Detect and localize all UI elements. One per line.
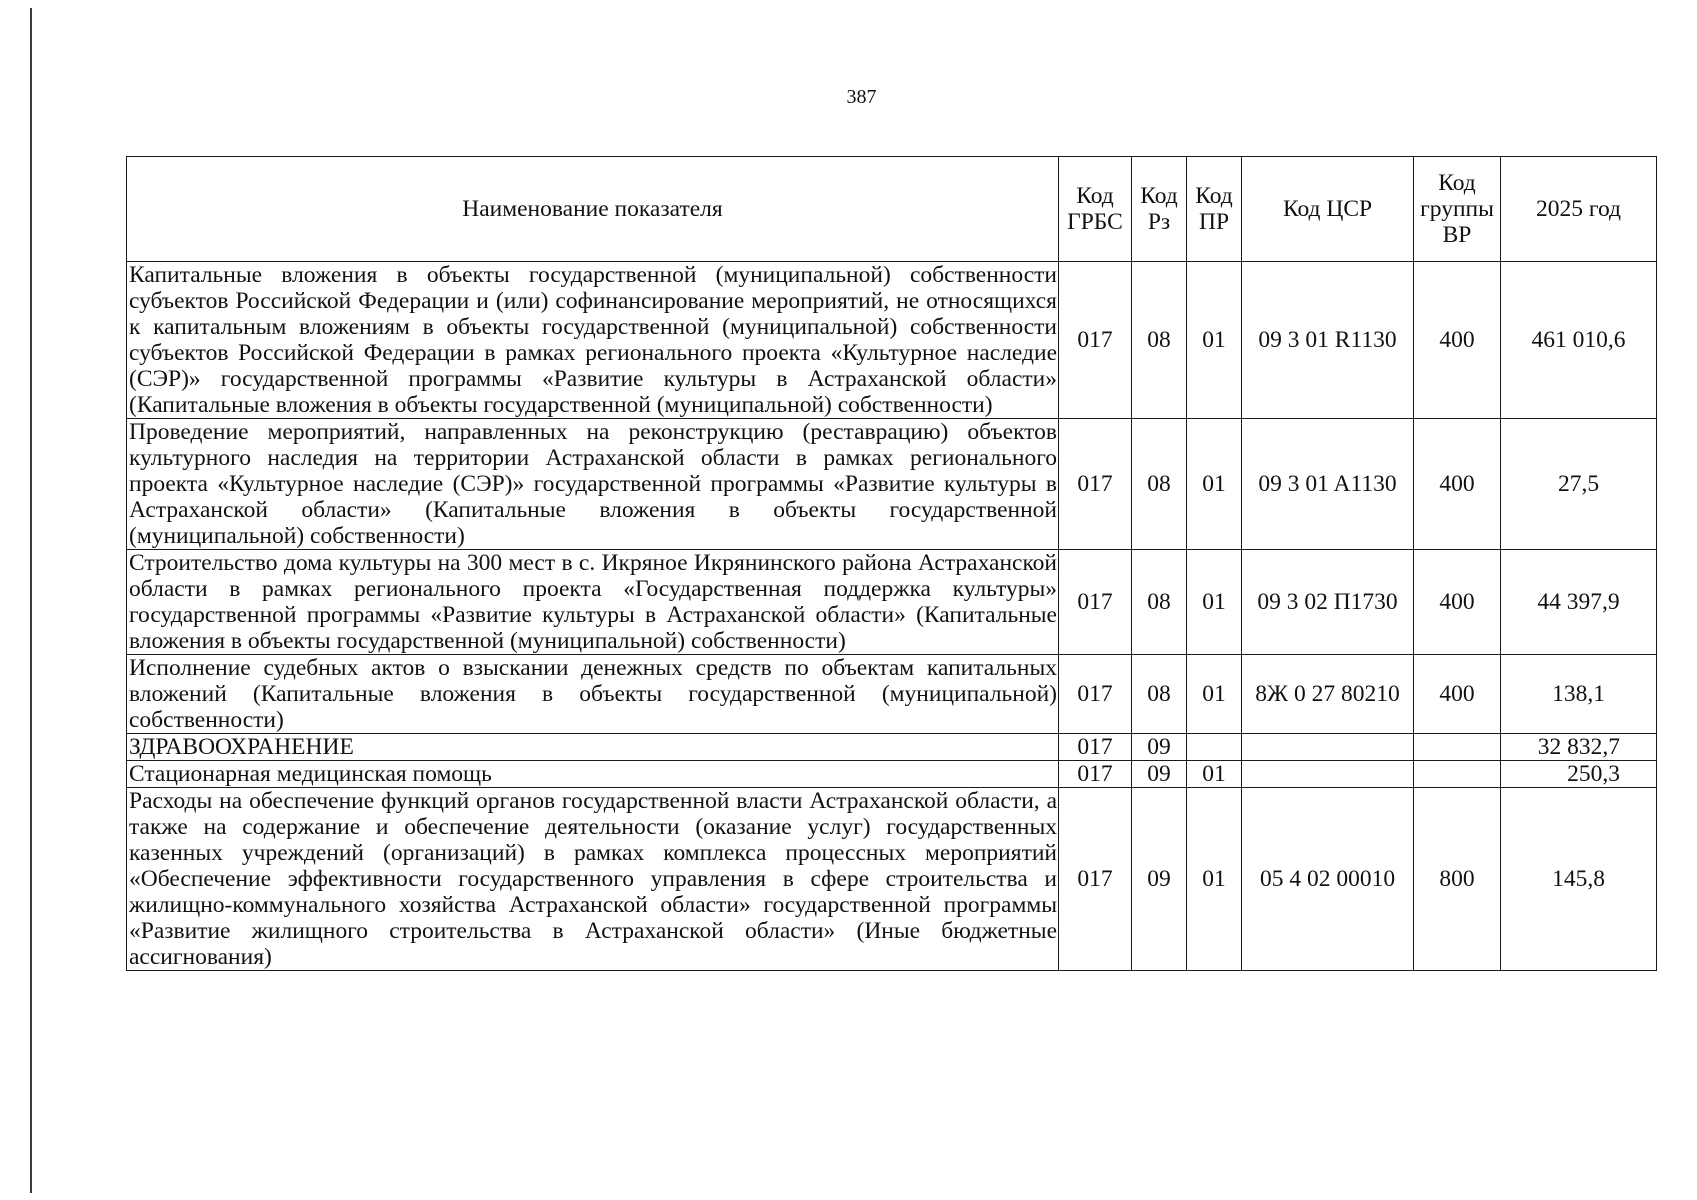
- row-amount: 27,5: [1501, 419, 1657, 550]
- row-pr: 01: [1187, 419, 1242, 550]
- table-row: [127, 550, 1657, 655]
- row-rz: 08: [1132, 655, 1187, 734]
- row-grbs: 017: [1059, 761, 1132, 788]
- row-vr: 800: [1414, 788, 1501, 971]
- row-pr: [1187, 734, 1242, 761]
- row-grbs: 017: [1059, 419, 1132, 550]
- row-name: Капитальные вложения в объекты государственной (муниципальной) собственности субъектов Российской Федерации и (или) софинансирование мероприятий, не относящихся к капитальным вложениям в объекты государственной (муниципальной) собственности субъектов Российской Федерации в рамках регионального проекта «Культурное наследие (СЭР)» государственной программы «Развитие культуры в Астраханской области» (Капитальные вложения в объекты государственной (муниципальной) собственности): [127, 262, 1059, 419]
- row-grbs: 017: [1059, 550, 1132, 655]
- row-rz: 09: [1132, 788, 1187, 971]
- row-rz: 08: [1132, 419, 1187, 550]
- row-name: Проведение мероприятий, направленных на реконструкцию (реставрацию) объектов культурного наследия на территории Астраханской области в рамках регионального проекта «Культурное наследие (СЭР)» государственной программы «Развитие культуры в Астраханской области» (Капитальные вложения в объекты государственной (муниципальной) собственности): [127, 419, 1059, 550]
- table-row: [127, 655, 1657, 734]
- row-pr: 01: [1187, 788, 1242, 971]
- row-rz: 08: [1132, 262, 1187, 419]
- row-csr: [1242, 761, 1414, 788]
- header-year: 2025 год: [1501, 157, 1657, 262]
- header-csr: Код ЦСР: [1242, 157, 1414, 262]
- row-csr: [1242, 734, 1414, 761]
- header-rz: Код Рз: [1132, 157, 1187, 262]
- row-vr: 400: [1414, 655, 1501, 734]
- row-name: Расходы на обеспечение функций органов государственной власти Астраханской области, а также на содержание и обеспечение деятельности (оказание услуг) государственных казенных учреждений (организаций) в рамках комплекса процессных мероприятий «Обеспечение эффективности государственного управления в сфере строительства и жилищно-коммунального хозяйства Астраханской области» государственной программы «Развитие жилищного строительства в Астраханской области» (Иные бюджетные ассигнования): [127, 788, 1059, 971]
- row-vr: 400: [1414, 419, 1501, 550]
- row-csr: 8Ж 0 27 80210: [1242, 655, 1414, 734]
- table-row: [127, 734, 1657, 761]
- row-name: Стационарная медицинская помощь: [127, 761, 1059, 788]
- row-pr: 01: [1187, 550, 1242, 655]
- row-rz: 08: [1132, 550, 1187, 655]
- row-pr: 01: [1187, 655, 1242, 734]
- table-row: [127, 788, 1657, 971]
- row-csr: 09 3 02 П1730: [1242, 550, 1414, 655]
- row-vr: [1414, 734, 1501, 761]
- row-pr: 01: [1187, 761, 1242, 788]
- header-name: Наименование показателя: [127, 157, 1059, 262]
- row-grbs: 017: [1059, 734, 1132, 761]
- row-csr: 09 3 01 A1130: [1242, 419, 1414, 550]
- row-vr: 400: [1414, 262, 1501, 419]
- row-amount: 250,3: [1501, 761, 1657, 788]
- row-vr: [1414, 761, 1501, 788]
- row-grbs: 017: [1059, 262, 1132, 419]
- row-rz: 09: [1132, 734, 1187, 761]
- budget-table: [126, 156, 1657, 971]
- row-grbs: 017: [1059, 655, 1132, 734]
- row-grbs: 017: [1059, 788, 1132, 971]
- header-grbs: Код ГРБС: [1059, 157, 1132, 262]
- header-vr: Код группы ВР: [1414, 157, 1501, 262]
- binding-margin-line: [30, 8, 32, 1193]
- row-name: Строительство дома культуры на 300 мест в с. Икряное Икрянинского района Астраханской области в рамках регионального проекта «Государственная поддержка культуры» государственной программы «Развитие культуры в Астраханской области» (Капитальные вложения в объекты государственной (муниципальной) собственности): [127, 550, 1059, 655]
- table-row: [127, 761, 1657, 788]
- page-number: 387: [846, 86, 877, 108]
- row-amount: 138,1: [1501, 655, 1657, 734]
- table-header-row: [127, 157, 1657, 262]
- row-amount: 145,8: [1501, 788, 1657, 971]
- row-amount: 32 832,7: [1501, 734, 1657, 761]
- row-amount: 461 010,6: [1501, 262, 1657, 419]
- table-row: [127, 262, 1657, 419]
- row-vr: 400: [1414, 550, 1501, 655]
- row-amount: 44 397,9: [1501, 550, 1657, 655]
- row-name: ЗДРАВООХРАНЕНИЕ: [127, 734, 1059, 761]
- row-csr: 05 4 02 00010: [1242, 788, 1414, 971]
- row-csr: 09 3 01 R1130: [1242, 262, 1414, 419]
- table-row: [127, 419, 1657, 550]
- row-name: Исполнение судебных актов о взыскании денежных средств по объектам капитальных вложений (Капитальные вложения в объекты государственной (муниципальной) собственности): [127, 655, 1059, 734]
- row-pr: 01: [1187, 262, 1242, 419]
- row-rz: 09: [1132, 761, 1187, 788]
- header-pr: Код ПР: [1187, 157, 1242, 262]
